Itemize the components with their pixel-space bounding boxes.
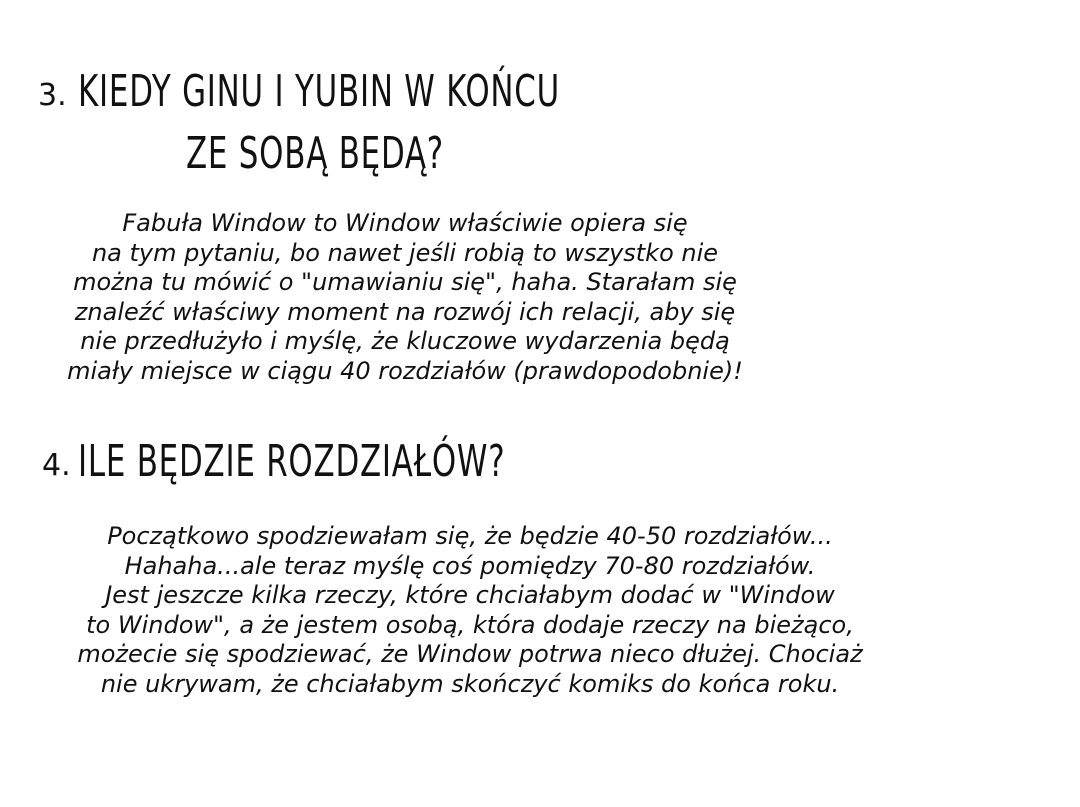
answer-3-line: na tym pytaniu, bo nawet jeśli robią to wszystko nie: [91, 238, 719, 267]
question-3-number: 3.: [38, 78, 67, 113]
answer-4-line: możecie się spodziewać, że Window potrwa nieco dłużej. Chociaż: [77, 640, 863, 668]
answer-3: [0, 209, 810, 386]
answer-3-line: można tu mówić o "umawianiu się", haha. Starałam się: [73, 268, 737, 296]
question-4-title: ILE BĘDZIE ROZDZIAŁÓW?: [78, 436, 506, 487]
answer-3-line: Fabuła Window to Window właściwie opiera się: [122, 209, 688, 237]
answer-4: [0, 522, 940, 699]
answer-4-line: Hahaha...ale teraz myślę coś pomiędzy 70-80 rozdziałów.: [124, 551, 816, 580]
answer-4-line: Jest jeszcze kilka rzeczy, które chciałabym dodać w "Window: [105, 581, 835, 609]
question-3-title-line-1: KIEDY GINU I YUBIN W KOŃCU: [78, 66, 561, 117]
answer-4-line: Początkowo spodziewałam się, że będzie 40-50 rozdziałów...: [107, 522, 833, 550]
answer-3-line: miały miejsce w ciągu 40 rozdziałów (prawdopodobnie)!: [67, 356, 743, 385]
answer-4-line: to Window", a że jestem osobą, która dodaje rzeczy na bieżąco,: [86, 610, 854, 639]
answer-4-line: nie ukrywam, że chciałabym skończyć komiks do końca roku.: [100, 669, 840, 698]
answer-3-line: nie przedłużyło i myślę, że kluczowe wydarzenia będą: [80, 327, 730, 355]
answer-3-line: znaleźć właściwy moment na rozwój ich relacji, aby się: [74, 297, 736, 326]
question-3-title-line-2: ZE SOBĄ BĘDĄ?: [186, 128, 444, 179]
question-4-number: 4.: [42, 448, 71, 483]
